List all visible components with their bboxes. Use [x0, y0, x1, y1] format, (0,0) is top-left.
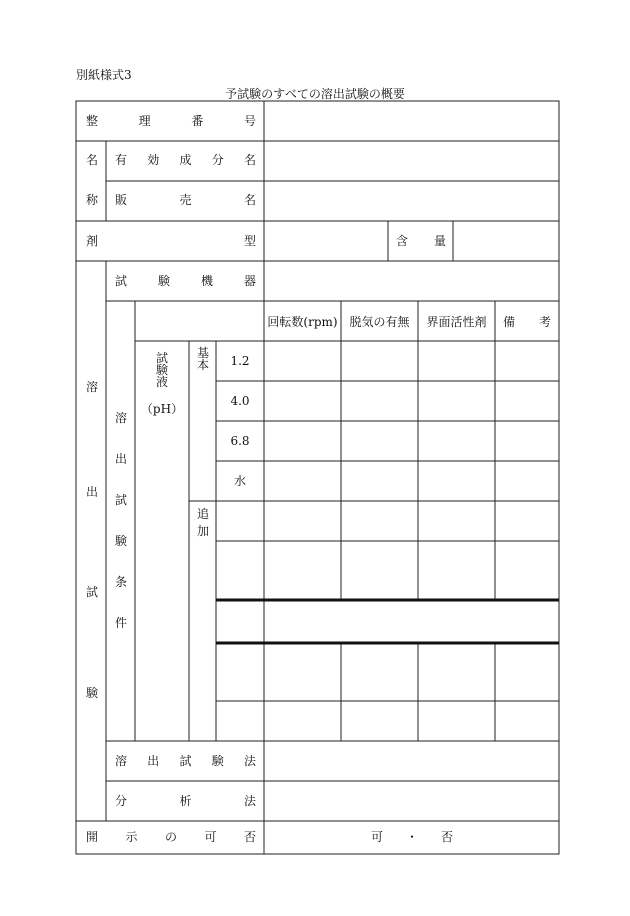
shikeneki-label: 試 験 液	[155, 351, 168, 389]
ph-value-water: 水	[233, 474, 246, 488]
joken-char-2: 出	[115, 452, 128, 466]
hanbai-mei-label: 販 売 名	[115, 193, 256, 207]
ka-option[interactable]: 可	[371, 830, 384, 844]
form-number: 別紙様式3	[76, 68, 132, 82]
joken-char-5: 条	[115, 575, 128, 589]
youshutsu-char-2: 出	[86, 485, 99, 499]
ph-value-6-8: 6.8	[230, 434, 250, 448]
tsuika-label: 追 加	[196, 507, 209, 538]
zaikei-label: 剤 型	[86, 234, 256, 248]
seiri-bango-label: 整 理 番 号	[86, 114, 256, 128]
ganryo-label: 含 量	[396, 234, 446, 248]
joken-char-3: 試	[115, 493, 128, 507]
ph-value-4-0: 4.0	[230, 394, 250, 408]
dot-separator: ・	[405, 830, 418, 844]
yuko-seibun-label: 有 効 成 分 名	[115, 153, 256, 167]
hi-option[interactable]: 否	[440, 830, 453, 844]
meisho-label-2: 称	[86, 193, 99, 207]
page-title: 予試験のすべての溶出試験の概要	[225, 87, 405, 101]
youshutsu-char-4: 験	[86, 686, 99, 700]
joken-char-1: 溶	[115, 411, 128, 425]
ph-value-1-2: 1.2	[230, 354, 250, 368]
youshutsu-shikenho-label: 溶 出 試 験 法	[115, 754, 256, 768]
col-degas: 脱気の有無	[349, 315, 410, 329]
joken-char-6: 件	[115, 616, 128, 630]
youshutsu-char-3: 試	[86, 585, 99, 599]
ka-hi-selector[interactable]	[371, 831, 453, 843]
col-rpm: 回転数(rpm)	[267, 315, 338, 329]
col-surfactant: 界面活性剤	[426, 315, 487, 329]
kihon-label: 基 本	[196, 346, 209, 372]
meisho-label-1: 名	[86, 153, 99, 167]
bunsekiho-label: 分 析 法	[115, 794, 256, 808]
col-biko: 備 考	[503, 315, 551, 329]
shiken-kiki-label: 試 験 機 器	[115, 274, 256, 288]
kaiji-label: 開 示 の 可 否	[86, 830, 256, 844]
ph-label: （pH）	[140, 402, 184, 416]
joken-char-4: 験	[115, 534, 128, 548]
youshutsu-char-1: 溶	[86, 380, 99, 394]
